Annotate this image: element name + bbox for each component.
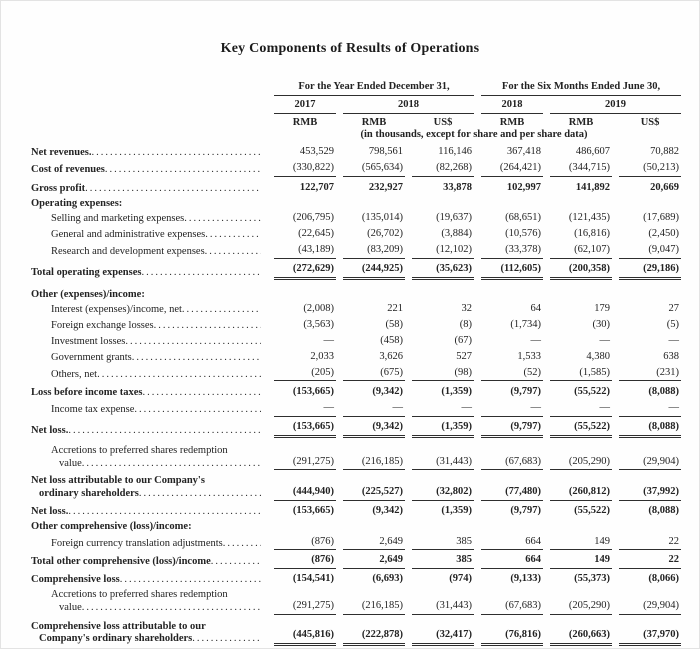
value-cell: (200,358) [543,262,612,281]
value-cell: — [336,401,405,418]
value-cell [336,288,405,303]
value-cell: (58) [385,319,403,331]
value-cell: (3,884) [441,228,473,240]
row-label: Other comprehensive (loss)/income: [31,520,192,532]
currency-header: RMB [361,116,387,128]
value-cell: (55,522) [543,420,612,439]
row-label: Other (expenses)/income: [31,288,145,300]
value-cell: (8) [459,319,473,331]
value-cell: (31,443) [405,588,474,616]
value-cell [543,197,612,212]
value-cell: (68,651) [505,212,542,224]
value-cell: (62,107) [543,243,612,260]
value-cell: 64 [530,303,542,315]
table-row [31,145,681,161]
spacer-cell [31,81,267,96]
value-cell: (29,904) [612,588,681,616]
value-cell: 486,607 [575,146,611,158]
value-cell: (876) [267,553,336,570]
value-cell: (205,290) [543,444,612,472]
value-cell: 179 [594,303,611,315]
value-cell: 149 [543,553,612,570]
value-cell: (444,940) [267,474,336,502]
currency-header-row [31,114,681,130]
value-cell: (32,417) [405,620,474,648]
value-cell: 149 [543,535,612,552]
value-cell: 141,892 [575,181,611,193]
value-cell: (135,014) [361,212,403,224]
value-cell: 70,882 [650,146,680,158]
value-cell: — [323,334,334,346]
value-cell: — [668,334,680,346]
section-gap [31,281,681,288]
table-row [31,474,681,502]
value-cell: 20,669 [650,181,680,193]
spacer-cell [31,96,267,114]
value-cell: (29,904) [612,444,681,472]
value-cell: (31,443) [405,444,474,472]
value-cell: — [474,401,543,418]
value-cell: (26,702) [367,228,403,240]
row-label: Foreign exchange losses ..... [31,318,267,334]
value-cell [543,520,612,535]
row-label: Gross profit ..... [31,181,267,197]
value-cell: 798,561 [368,146,403,158]
value-cell: (67,683) [474,588,543,616]
value-cell: (10,576) [505,228,542,240]
value-cell: (154,541) [292,573,334,585]
value-cell: (1,359) [441,504,473,516]
leader-dots [184,213,261,226]
value-cell: (260,663) [543,620,612,648]
value-cell: — [267,401,336,418]
value-cell [267,288,336,303]
value-cell: (9,797) [474,420,543,439]
year-header-2018-interim: 2018 [474,96,543,114]
table-row [31,197,681,212]
row-label: Selling and marketing expenses ..... [31,211,267,227]
value-cell: (264,421) [474,161,543,178]
value-cell: (32,802) [405,474,474,502]
table-row [31,181,681,197]
value-cell: 27 [668,303,680,315]
value-cell: (17,689) [643,212,680,224]
value-cell: (98) [405,366,474,383]
row-label: Others, net ..... [31,366,267,383]
value-cell: (67,683) [474,444,543,472]
value-cell [543,288,612,303]
group-header-six-months: For the Six Months Ended June 30, [474,81,681,96]
value-cell: 102,997 [506,181,542,193]
value-cell: (2,450) [648,228,680,240]
leader-dots [82,458,261,471]
value-cell [405,520,474,535]
row-label: Net loss. ..... [31,420,267,439]
results-of-operations-table [31,81,681,647]
value-cell: (8,088) [648,504,680,516]
value-cell: (344,715) [543,161,612,178]
value-cell: 453,529 [299,146,334,158]
value-cell: (29,186) [612,262,681,281]
value-cell: (43,189) [267,243,336,260]
value-cell: — [599,334,611,346]
value-cell [405,197,474,212]
value-cell [336,197,405,212]
value-cell: 638 [663,350,680,362]
value-cell: 33,878 [443,181,473,193]
value-cell: (205,290) [543,588,612,616]
table-row [31,161,681,178]
row-label: Cost of revenues ..... [31,161,267,178]
row-label: Loss before income taxes ..... [31,385,267,401]
row-label: Total operating expenses ..... [31,262,267,281]
leader-dots [68,506,261,519]
value-cell: (19,637) [436,212,473,224]
value-cell: (37,992) [612,474,681,502]
row-label: Foreign currency translation adjustments ..... [31,535,267,552]
value-cell: (9,342) [372,386,403,398]
value-cell: 22 [612,535,681,552]
value-cell: (50,213) [612,161,681,178]
value-cell: 2,649 [336,553,405,570]
year-header-row [31,96,681,114]
table-row [31,211,681,227]
spacer-cell [31,114,267,130]
row-label: Government grants ..... [31,350,267,366]
value-cell: (9,133) [510,573,542,585]
value-cell [267,520,336,535]
value-cell [612,288,681,303]
value-cell: 2,649 [336,535,405,552]
value-cell: (112,605) [474,262,543,281]
year-header-2017: 2017 [267,96,336,114]
row-label: Comprehensive loss ..... [31,572,267,588]
value-cell: (565,634) [336,161,405,178]
value-cell: (260,812) [543,474,612,502]
value-cell [405,288,474,303]
value-cell: 4,380 [586,350,611,362]
value-cell: (222,878) [336,620,405,648]
leader-dots [97,369,261,382]
value-cell [336,520,405,535]
value-cell: 122,707 [299,181,334,193]
table-row [31,243,681,260]
value-cell: 527 [456,350,473,362]
leader-dots [120,574,261,587]
value-cell: (121,435) [568,212,611,224]
table-row [31,366,681,383]
leader-dots [205,246,261,259]
value-cell: (9,342) [372,504,403,516]
value-cell: (216,185) [336,588,405,616]
currency-header: US$ [640,116,660,128]
value-cell: (67) [454,334,473,346]
row-label: Income tax expense ..... [31,401,267,418]
table-row [31,553,681,570]
value-cell: 385 [405,553,474,570]
leader-dots [182,304,261,317]
table-row [31,302,681,318]
value-cell: 2,033 [310,350,334,362]
value-cell [612,520,681,535]
value-cell: (8,088) [612,420,681,439]
value-cell: — [543,401,612,418]
value-cell: (22,645) [298,228,334,240]
row-label: General and administrative expenses ..... [31,227,267,243]
table-row [31,262,681,281]
row-label: Net loss attributable to our Company's ordinary shareholders ..... [31,474,267,502]
row-label: Accretions to preferred shares redemption value ..... [31,588,267,616]
value-cell [612,197,681,212]
value-cell: (445,816) [267,620,336,648]
leader-dots [91,147,261,160]
row-label: Investment losses ..... [31,334,267,350]
value-cell: (9,797) [510,504,542,516]
value-cell: (291,275) [267,444,336,472]
table-row [31,318,681,334]
column-group-row [31,81,681,96]
table-row [31,350,681,366]
value-cell: (82,268) [405,161,474,178]
leader-dots [143,387,262,400]
leader-dots [82,602,261,615]
group-header-year-ended: For the Year Ended December 31, [267,81,474,96]
value-cell: 22 [612,553,681,570]
value-cell: (16,816) [574,228,611,240]
row-label: Total other comprehensive (loss)/income ..... [31,553,267,570]
currency-header: RMB [499,116,525,128]
table-row [31,420,681,439]
table-row [31,227,681,243]
leader-dots [139,488,261,501]
table-row [31,572,681,588]
value-cell: (458) [380,334,403,346]
value-cell: — [405,401,474,418]
row-label: Net revenues. ..... [31,145,267,161]
value-cell [474,520,543,535]
value-cell: (6,693) [372,573,403,585]
table-row [31,401,681,418]
units-note: (in thousands, except for share and per share data) [360,129,588,141]
table-row [31,334,681,350]
value-cell: (9,342) [336,420,405,439]
value-cell: (2,008) [303,303,334,315]
leader-dots [192,633,261,646]
value-cell: (291,275) [267,588,336,616]
value-cell: (330,822) [267,161,336,178]
leader-dots [85,183,261,196]
value-cell: (272,629) [267,262,336,281]
results-table-header [31,81,681,145]
value-cell: — [530,334,542,346]
value-cell: (231) [612,366,681,383]
leader-dots [141,267,261,280]
value-cell: (205) [267,366,336,383]
value-cell: (9,797) [510,386,542,398]
table-row [31,620,681,648]
value-cell: (12,102) [405,243,474,260]
value-cell: (244,925) [336,262,405,281]
value-cell [474,288,543,303]
leader-dots [132,352,261,365]
value-cell: (30) [592,319,611,331]
year-header-2018: 2018 [336,96,474,114]
leader-dots [68,425,261,438]
table-row [31,520,681,535]
value-cell: (3,563) [303,319,334,331]
leader-dots [105,164,261,177]
value-cell: 664 [474,553,543,570]
value-cell: (37,970) [612,620,681,648]
value-cell: (8,066) [648,573,680,585]
value-cell: (52) [474,366,543,383]
row-label: Operating expenses: [31,197,123,209]
row-label: Accretions to preferred shares redemption value ..... [31,444,267,472]
value-cell: (974) [449,573,473,585]
value-cell: — [612,401,681,418]
value-cell: (76,816) [474,620,543,648]
value-cell: 664 [474,535,543,552]
value-cell [474,197,543,212]
value-cell: (153,665) [292,504,334,516]
value-cell: (225,527) [336,474,405,502]
table-row [31,444,681,472]
row-label: Comprehensive loss attributable to our Company's ordinary shareholders ..... [31,620,267,648]
units-note-row [31,129,681,145]
value-cell [267,197,336,212]
table-row [31,588,681,616]
spacer-cell [31,129,267,145]
currency-header: RMB [292,116,318,128]
value-cell: 232,927 [368,181,403,193]
value-cell: 1,533 [517,350,542,362]
currency-header: RMB [568,116,594,128]
leader-dots [205,229,261,242]
value-cell: (876) [267,535,336,552]
year-header-2019: 2019 [543,96,681,114]
value-cell: (153,665) [267,420,336,439]
value-cell: (55,373) [574,573,611,585]
value-cell: (216,185) [336,444,405,472]
table-row [31,385,681,401]
value-cell: (1,359) [405,420,474,439]
leader-dots [125,336,261,349]
table-row [31,504,681,520]
leader-dots [154,320,261,333]
value-cell: (55,522) [574,386,611,398]
row-label: Interest (expenses)/income, net ..... [31,302,267,318]
value-cell: (35,623) [405,262,474,281]
value-cell: (5) [666,319,680,331]
value-cell: (33,378) [474,243,543,260]
value-cell: 221 [387,303,403,315]
value-cell: (9,047) [612,243,681,260]
row-label: Net loss. ..... [31,504,267,520]
value-cell: (153,665) [292,386,334,398]
page-title: Key Components of Results of Operations [220,41,480,56]
value-cell: 3,626 [379,350,403,362]
value-cell: (55,522) [574,504,611,516]
value-cell: (675) [336,366,405,383]
table-row [31,288,681,303]
value-cell: (1,734) [510,319,542,331]
value-cell: 32 [461,303,473,315]
value-cell: (206,795) [292,212,334,224]
results-table-body [31,145,681,647]
value-cell: (1,585) [543,366,612,383]
value-cell: (8,088) [648,386,680,398]
value-cell: (83,209) [336,243,405,260]
value-cell: 385 [405,535,474,552]
leader-dots [223,538,261,551]
value-cell: (1,359) [441,386,473,398]
leader-dots [134,404,261,417]
value-cell: (77,480) [474,474,543,502]
row-label: Research and development expenses ..... [31,243,267,260]
currency-header: US$ [433,116,453,128]
leader-dots [211,556,261,569]
value-cell: 367,418 [506,146,542,158]
table-row [31,535,681,552]
value-cell: 116,146 [438,146,473,158]
